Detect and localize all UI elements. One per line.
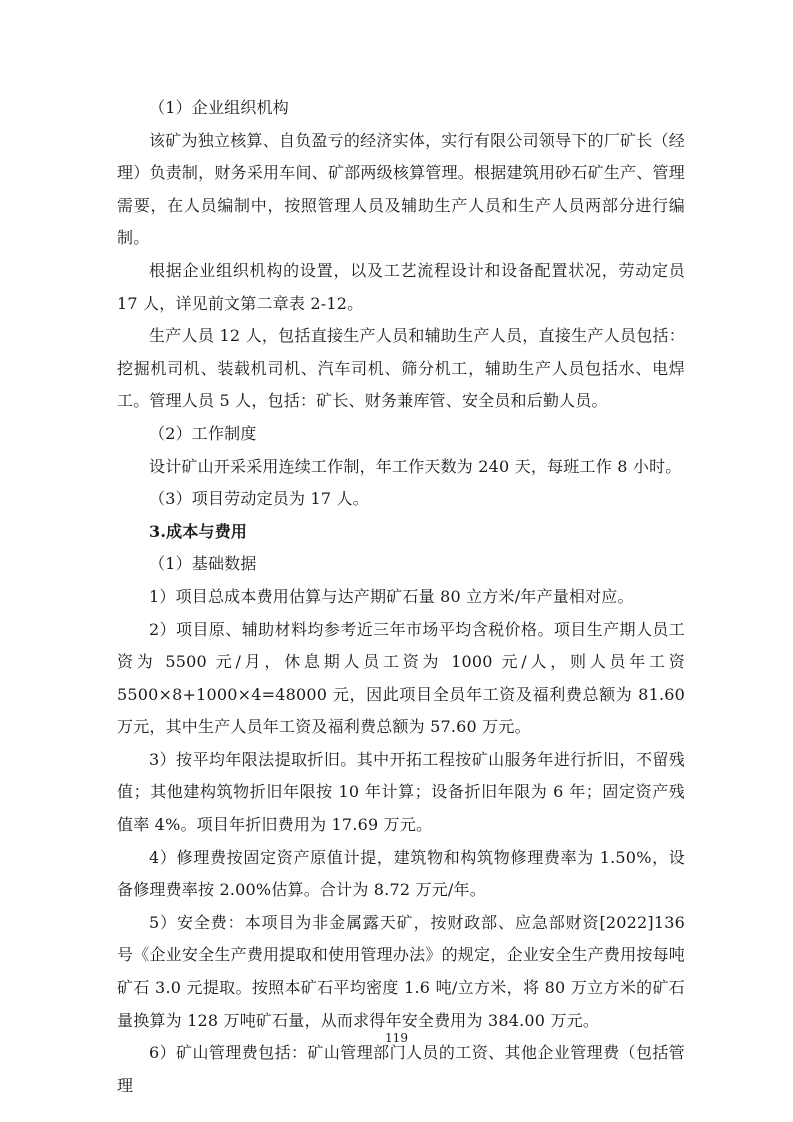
subheading-basic-data: （1）基础数据: [149, 554, 257, 574]
list-item-safety-cost: 5）安全费：本项目为非金属露天矿，按财政部、应急部财资[2022]136 号《企业安全生产费用提取和使用管理办法》的规定，企业安全生产费用按每吨矿石 3.0 元提取。按照本矿石平均密度 1.6 吨/立方米，将 80 万立方米的矿石量换算为 128 万吨矿石量，从而求得年安全费用为 384.00 万元。: [117, 912, 685, 1030]
list-item-materials-wages: 2）项目原、辅助材料均参考近三年市场平均含税价格。项目生产期人员工资为 5500 元/月，休息期人员工资为 1000 元/人，则人员年工资 5500×8+1000×4=48000 元，因此项目全员年工资及福利费总额为 81.60 万元，其中生产人员年工资及福利费总额为 57.60 万元。: [117, 619, 685, 737]
section-heading-cost: 3.成本与费用: [149, 521, 248, 541]
subheading-staffing-quota: （3）项目劳动定员为 17 人。: [149, 489, 369, 509]
paragraph-staff-breakdown: 生产人员 12 人，包括直接生产人员和辅助生产人员，直接生产人员包括：挖掘机司机、装载机司机、汽车司机、筛分机工，辅助生产人员包括水、电焊工。管理人员 5 人，包括：矿长、财务兼库管、安全员和后勤人员。: [117, 326, 685, 411]
list-item-total-cost: 1）项目总成本费用估算与达产期矿石量 80 立方米/年产量相对应。: [149, 586, 634, 606]
list-item-depreciation: 3）按平均年限法提取折旧。其中开拓工程按矿山服务年进行折旧，不留残值；其他建构筑物折旧年限按 10 年计算；设备折旧年限为 6 年；固定资产残值率 4%。项目年折旧费用为 17.69 万元。: [117, 749, 685, 835]
subheading-org-structure: （1）企业组织机构: [149, 98, 289, 117]
paragraph-work-days: 设计矿山开采采用连续工作制，年工作天数为 240 天，每班工作 8 小时。: [149, 456, 682, 476]
paragraph-org-overview: 该矿为独立核算、自负盈亏的经济实体，实行有限公司领导下的厂矿长（经理）负责制，财务采用车间、矿部两级核算管理。根据建筑用砂石矿生产、管理需要，在人员编制中，按照管理人员及辅助生产人员和生产人员两部分进行编制。: [117, 130, 685, 248]
page-number: 119: [385, 1031, 408, 1045]
subheading-work-system: （2）工作制度: [149, 423, 257, 443]
paragraph-staffing-total: 根据企业组织机构的设置，以及工艺流程设计和设备配置状况，劳动定员 17 人，详见前文第二章表 2-12。: [117, 260, 685, 313]
list-item-management-cost: 6）矿山管理费包括：矿山管理部门人员的工资、其他企业管理费（包括管理: [117, 1043, 685, 1095]
document-body: [117, 92, 685, 1102]
list-item-repair-cost: 4）修理费按固定资产原值计提，建筑物和构筑物修理费率为 1.50%，设备修理费率按 2.00%估算。合计为 8.72 万元/年。: [117, 847, 685, 900]
